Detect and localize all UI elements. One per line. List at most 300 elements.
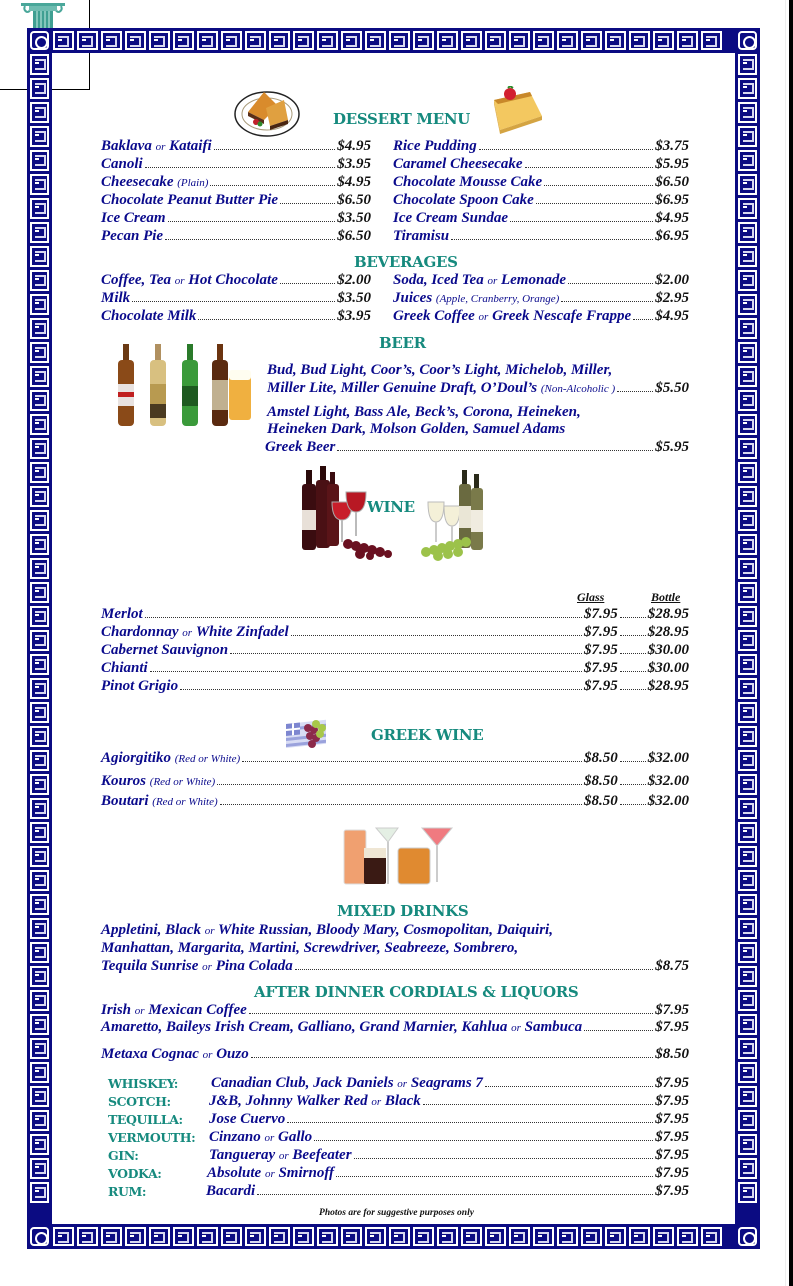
item-name-alt: White Zinfadel (195, 624, 289, 640)
greek-key-tile (30, 102, 49, 123)
dessert-item-row (393, 209, 689, 227)
or-connector: or (478, 311, 489, 323)
dessert-item-row (101, 191, 371, 209)
dessert-item-row (101, 137, 371, 156)
greek-key-tile (30, 774, 49, 795)
greek-key-tile (30, 54, 49, 75)
greek-key-tile (509, 1227, 530, 1246)
greek-key-tile (30, 894, 49, 915)
item-name: Metaxa Cognac (101, 1046, 199, 1062)
dot-leader (168, 221, 336, 222)
greek-key-tile (738, 198, 757, 219)
beverage-item-row (101, 307, 371, 325)
item-price: $2.00 (337, 272, 371, 288)
item-price: $3.95 (337, 156, 371, 172)
mixed-drinks-line3-part1: Tequila Sunrise (101, 958, 199, 974)
greek-key-tile (30, 1110, 49, 1131)
beer-group2-price: $5.95 (655, 439, 689, 455)
glass-price: $7.95 (584, 660, 618, 676)
dot-leader (295, 969, 653, 970)
greek-key-tile (30, 918, 49, 939)
item-name: Rice Pudding (393, 138, 477, 154)
or-connector: or (278, 1150, 289, 1162)
greek-key-tile (557, 1227, 578, 1246)
item-name-alt: Kataifi (169, 138, 212, 154)
greek-key-tile (30, 510, 49, 531)
dot-leader (451, 239, 653, 240)
dot-leader (568, 283, 653, 284)
greek-key-tile (30, 150, 49, 171)
mixed-drinks-price: $8.75 (655, 958, 689, 974)
page-edge-bar (789, 0, 793, 1286)
item-name-alt: Seagrams 7 (410, 1075, 483, 1091)
spirit-item-row (207, 1164, 689, 1183)
greek-key-tile (738, 870, 757, 891)
greek-key-tile (269, 1227, 290, 1246)
beverage-item-row (393, 271, 689, 290)
glass-price: $8.50 (584, 750, 618, 766)
spirit-category-label: SCOTCH: (108, 1094, 171, 1109)
greek-key-tile (293, 1227, 314, 1246)
greek-key-tile (738, 414, 757, 435)
spirit-category-label: RUM: (108, 1184, 147, 1199)
greek-key-tile (30, 366, 49, 387)
dessert-item-row (101, 227, 371, 245)
greek-key-tile (30, 1062, 49, 1083)
dot-leader (337, 450, 653, 451)
greek-key-tile (197, 31, 218, 50)
item-name: Milk (101, 290, 131, 306)
greek-key-tile (30, 1158, 49, 1179)
dot-leader (214, 149, 336, 150)
item-name: Cinzano (209, 1129, 261, 1145)
greek-key-tile (738, 126, 757, 147)
item-name: Chianti (101, 660, 148, 676)
border-corner-circle-icon (735, 1224, 760, 1249)
greek-key-tile (738, 798, 757, 819)
greek-key-tile (738, 462, 757, 483)
bottle-price: $30.00 (647, 642, 689, 658)
mixed-drinks-line3-part2: Pina Colada (215, 958, 293, 974)
greek-key-tile (30, 78, 49, 99)
border-bottom (27, 1224, 760, 1249)
greek-key-tile (317, 1227, 338, 1246)
greek-key-tile (738, 150, 757, 171)
beverage-item-row (393, 307, 689, 326)
item-name: J&B, Johnny Walker Red (209, 1093, 368, 1109)
greek-key-tile (437, 1227, 458, 1246)
greek-key-tile (701, 31, 722, 50)
item-price: $7.95 (655, 1019, 689, 1035)
greek-key-tile (738, 366, 757, 387)
item-name: Ice Cream (101, 210, 166, 226)
or-connector: or (397, 1078, 408, 1090)
item-name-alt: Lemonade (500, 272, 566, 288)
cheesecake-slice-icon (490, 86, 546, 136)
dot-leader (217, 784, 582, 785)
greek-key-tile (701, 1227, 722, 1246)
beer-group1-price: $5.50 (655, 380, 689, 396)
greek-key-tile (738, 438, 757, 459)
beverage-item-row (101, 289, 371, 307)
greek-key-tile (173, 31, 194, 50)
dot-leader (280, 203, 335, 204)
greek-key-tile (738, 990, 757, 1011)
item-name-alt: Smirnoff (278, 1165, 335, 1181)
greek-key-tile (30, 126, 49, 147)
beer-group1-note: (Non-Alcoholic ) (540, 383, 616, 395)
greek-key-tile (30, 414, 49, 435)
beverages-heading: BEVERAGES (354, 253, 458, 271)
greek-key-tile (173, 1227, 194, 1246)
greek-key-tile (30, 270, 49, 291)
dot-leader (620, 804, 646, 805)
greek-key-tile (30, 1182, 49, 1203)
greek-key-tile (738, 726, 757, 747)
mixed-drinks-price-row (101, 957, 689, 976)
greek-key-tile (413, 1227, 434, 1246)
greek-wine-item-row (101, 772, 689, 791)
or-connector: or (182, 627, 193, 639)
greek-key-tile (533, 1227, 554, 1246)
wine-item-row (101, 659, 689, 677)
wine-item-row (101, 605, 689, 623)
greek-key-tile (738, 942, 757, 963)
beer-group1-line2: Miller Lite, Miller Genuine Draft, O’Doul’s (267, 380, 538, 396)
white-wine-bottles-icon (418, 466, 504, 562)
greek-key-tile (581, 1227, 602, 1246)
greek-key-tile (738, 678, 757, 699)
greek-key-tile (738, 558, 757, 579)
or-connector: or (204, 925, 215, 937)
glass-price: $7.95 (584, 678, 618, 694)
greek-key-tile (738, 918, 757, 939)
greek-key-tile (341, 31, 362, 50)
item-name-alt: Black (384, 1093, 421, 1109)
dot-leader (150, 671, 582, 672)
greek-key-tile (629, 1227, 650, 1246)
dot-leader (561, 301, 653, 302)
dot-leader (210, 185, 335, 186)
greek-key-tile (269, 31, 290, 50)
greek-key-tile (30, 174, 49, 195)
dessert-item-row (393, 227, 689, 245)
dot-leader (620, 635, 646, 636)
greek-key-tile (30, 702, 49, 723)
spirit-item-row (209, 1110, 689, 1128)
item-price: $2.95 (655, 290, 689, 306)
beer-heading: BEER (379, 334, 426, 352)
greek-key-tile (77, 31, 98, 50)
item-name: Pecan Pie (101, 228, 164, 244)
border-corner-circle-icon (27, 1224, 52, 1249)
item-name: Baklava (101, 138, 152, 154)
beer-group2-line2: Heineken Dark, Molson Golden, Samuel Adams (267, 421, 566, 437)
greek-key-tile (461, 1227, 482, 1246)
or-connector: or (155, 141, 166, 153)
greek-key-tile (677, 31, 698, 50)
wine-item-row (101, 641, 689, 659)
or-connector: or (134, 1005, 145, 1017)
item-name: Jose Cuervo (209, 1111, 286, 1127)
greek-key-tile (221, 31, 242, 50)
greek-key-tile (738, 1062, 757, 1083)
greek-key-tile (317, 31, 338, 50)
greek-key-tile (738, 246, 757, 267)
greek-key-tile (738, 102, 757, 123)
greek-key-tile (738, 534, 757, 555)
dot-leader (280, 283, 335, 284)
bottle-price: $30.00 (647, 660, 689, 676)
mixed-drinks-heading: MIXED DRINKS (337, 902, 469, 920)
greek-key-tile (30, 462, 49, 483)
item-name-alt: Beefeater (292, 1147, 352, 1163)
greek-key-tile (605, 1227, 626, 1246)
item-price: $8.50 (655, 1046, 689, 1062)
greek-key-tile (77, 1227, 98, 1246)
mixed-drinks-line1-part1: Appletini, Black (101, 922, 202, 938)
dot-leader (485, 1086, 653, 1087)
item-price: $2.00 (655, 272, 689, 288)
dot-leader (617, 391, 653, 392)
item-name: Tangueray (209, 1147, 276, 1163)
greek-key-tile (365, 31, 386, 50)
dot-leader (249, 1013, 653, 1014)
dot-leader (180, 689, 582, 690)
greek-key-tile (389, 1227, 410, 1246)
item-name: Absolute (207, 1165, 262, 1181)
greek-key-tile (389, 31, 410, 50)
greek-key-tile (738, 54, 757, 75)
greek-wine-item-row (101, 792, 689, 811)
baklava-plate-icon (234, 84, 300, 138)
beer-group1-line1: Bud, Bud Light, Coor’s, Coor’s Light, Michelob, Miller, (267, 362, 613, 378)
dot-leader (198, 319, 335, 320)
or-connector: or (511, 1022, 521, 1034)
dot-leader (620, 784, 646, 785)
greek-key-tile (30, 390, 49, 411)
dessert-item-row (393, 155, 689, 173)
item-price: $7.95 (655, 1075, 689, 1091)
border-corner-circle-icon (735, 28, 760, 53)
cordial-item-row (101, 1018, 689, 1037)
greek-key-tile (509, 31, 530, 50)
greek-key-tile (30, 990, 49, 1011)
dessert-item-row (393, 137, 689, 155)
item-name: Amaretto, Baileys Irish Cream, Galliano, Grand Marnier, Kahlua (101, 1019, 508, 1035)
greek-key-tile (245, 1227, 266, 1246)
greek-key-tile (738, 1158, 757, 1179)
wine-glass-column-header: Glass (577, 590, 605, 604)
border-corner-circle-icon (27, 28, 52, 53)
greek-key-tile (30, 534, 49, 555)
greek-key-tile (30, 630, 49, 651)
greek-key-tile (30, 1038, 49, 1059)
dot-leader (132, 301, 335, 302)
dot-leader (314, 1140, 653, 1141)
dot-leader (287, 1122, 653, 1123)
dot-leader (257, 1194, 653, 1195)
item-price: $3.50 (337, 290, 371, 306)
greek-key-tile (413, 31, 434, 50)
item-price: $6.50 (337, 192, 371, 208)
greek-key-tile (149, 31, 170, 50)
item-name: Caramel Cheesecake (393, 156, 523, 172)
greek-key-tile (738, 894, 757, 915)
item-name-alt: Gallo (277, 1129, 313, 1145)
spirit-category-label: VODKA: (108, 1166, 162, 1181)
bottle-price: $32.00 (647, 773, 689, 789)
item-price: $6.95 (655, 192, 689, 208)
border-right (735, 28, 760, 1249)
or-connector: or (371, 1096, 382, 1108)
spirit-item-row (211, 1074, 689, 1093)
item-name: Chocolate Spoon Cake (393, 192, 534, 208)
wine-heading: WINE (367, 498, 415, 516)
bottle-price: $28.95 (647, 606, 689, 622)
greek-key-tile (738, 1086, 757, 1107)
item-price: $4.95 (655, 210, 689, 226)
greek-key-tile (30, 198, 49, 219)
item-name: Canoli (101, 156, 143, 172)
greek-key-tile (581, 31, 602, 50)
border-left (27, 28, 52, 1249)
mixed-drinks-line1 (101, 921, 553, 940)
item-name-alt: Hot Chocolate (188, 272, 278, 288)
spirit-category-label: GIN: (108, 1148, 139, 1163)
item-name: Kouros (101, 773, 147, 789)
dessert-item-row (101, 173, 371, 192)
item-note: (Red or White) (152, 796, 218, 808)
dot-leader (145, 167, 336, 168)
mixed-drinks-line2: Manhattan, Margarita, Martini, Screwdriver, Seabreeze, Sombrero, (101, 940, 519, 956)
greek-key-tile (30, 582, 49, 603)
item-note: (Apple, Cranberry, Orange) (435, 293, 560, 305)
cocktail-glasses-icon (342, 826, 454, 888)
spirit-category-label: TEQUILLA: (108, 1112, 183, 1127)
greek-column-icon (21, 0, 65, 30)
item-name: Soda, Iced Tea (393, 272, 484, 288)
greek-key-tile (245, 31, 266, 50)
dot-leader (291, 635, 582, 636)
greek-key-tile (30, 486, 49, 507)
dot-leader (536, 203, 653, 204)
item-price: $7.95 (655, 1147, 689, 1163)
dessert-menu-heading: DESSERT MENU (333, 110, 471, 128)
item-name: Irish (101, 1002, 132, 1018)
glass-price: $7.95 (584, 606, 618, 622)
greek-key-tile (738, 846, 757, 867)
spirit-item-row (206, 1182, 689, 1200)
greek-key-tile (677, 1227, 698, 1246)
greek-key-tile (738, 1134, 757, 1155)
item-price: $6.50 (337, 228, 371, 244)
dot-leader (633, 319, 653, 320)
cordials-heading: AFTER DINNER CORDIALS & LIQUORS (254, 983, 579, 1001)
or-connector: or (202, 961, 212, 973)
dot-leader (423, 1104, 653, 1105)
greek-wine-item-row (101, 749, 689, 768)
item-price: $7.95 (655, 1093, 689, 1109)
greek-key-tile (738, 486, 757, 507)
greek-key-tile (653, 1227, 674, 1246)
greek-key-tile (30, 822, 49, 843)
item-name: Boutari (101, 793, 149, 809)
greek-key-tile (533, 31, 554, 50)
or-connector: or (202, 1049, 213, 1061)
dot-leader (544, 185, 653, 186)
dot-leader (620, 653, 646, 654)
item-note: (Red or White) (174, 753, 241, 765)
greek-key-tile (738, 1038, 757, 1059)
greek-key-tile (738, 294, 757, 315)
greek-key-tile (30, 966, 49, 987)
item-price: $3.95 (337, 308, 371, 324)
spirit-category-label: VERMOUTH: (108, 1130, 196, 1145)
dessert-item-row (393, 173, 689, 191)
greek-key-tile (53, 31, 74, 50)
item-name-alt: Sambuca (524, 1019, 583, 1035)
dot-leader (479, 149, 653, 150)
item-price: $3.75 (655, 138, 689, 154)
greek-key-tile (738, 1182, 757, 1203)
border-top (27, 28, 760, 53)
beer-group2-line3: Greek Beer (265, 439, 336, 455)
greek-key-tile (738, 1110, 757, 1131)
wine-item-row (101, 677, 689, 695)
dessert-item-row (101, 209, 371, 227)
greek-key-tile (30, 1134, 49, 1155)
item-price: $7.95 (655, 1002, 689, 1018)
photos-disclaimer: Photos are for suggestive purposes only (319, 1208, 474, 1218)
dot-leader (242, 761, 582, 762)
glass-price: $8.50 (584, 773, 618, 789)
dot-leader (354, 1158, 654, 1159)
item-name: Pinot Grigio (101, 678, 179, 694)
greek-key-tile (30, 678, 49, 699)
greek-key-tile (30, 438, 49, 459)
greek-key-tile (221, 1227, 242, 1246)
greek-key-tile (30, 750, 49, 771)
greek-key-tile (605, 31, 626, 50)
item-name: Canadian Club, Jack Daniels (211, 1075, 394, 1091)
dot-leader (584, 1030, 653, 1031)
bottle-price: $28.95 (647, 624, 689, 640)
item-name: Chocolate Peanut Butter Pie (101, 192, 279, 208)
greek-key-tile (365, 1227, 386, 1246)
wine-item-row (101, 623, 689, 642)
greek-flag-grapes-icon (286, 716, 332, 750)
greek-key-tile (30, 558, 49, 579)
or-connector: or (174, 275, 185, 287)
spirit-item-row (209, 1128, 689, 1147)
greek-key-tile (30, 846, 49, 867)
greek-key-tile (293, 31, 314, 50)
page-edge-line (785, 0, 786, 1286)
spirit-item-row (209, 1092, 689, 1111)
greek-key-tile (341, 1227, 362, 1246)
greek-key-tile (738, 966, 757, 987)
greek-key-tile (738, 774, 757, 795)
item-name: Greek Coffee (393, 308, 475, 324)
greek-key-tile (30, 798, 49, 819)
greek-key-tile (557, 31, 578, 50)
greek-key-tile (738, 174, 757, 195)
greek-key-tile (125, 1227, 146, 1246)
item-name: Bacardi (206, 1183, 256, 1199)
dot-leader (620, 761, 646, 762)
greek-key-tile (30, 654, 49, 675)
